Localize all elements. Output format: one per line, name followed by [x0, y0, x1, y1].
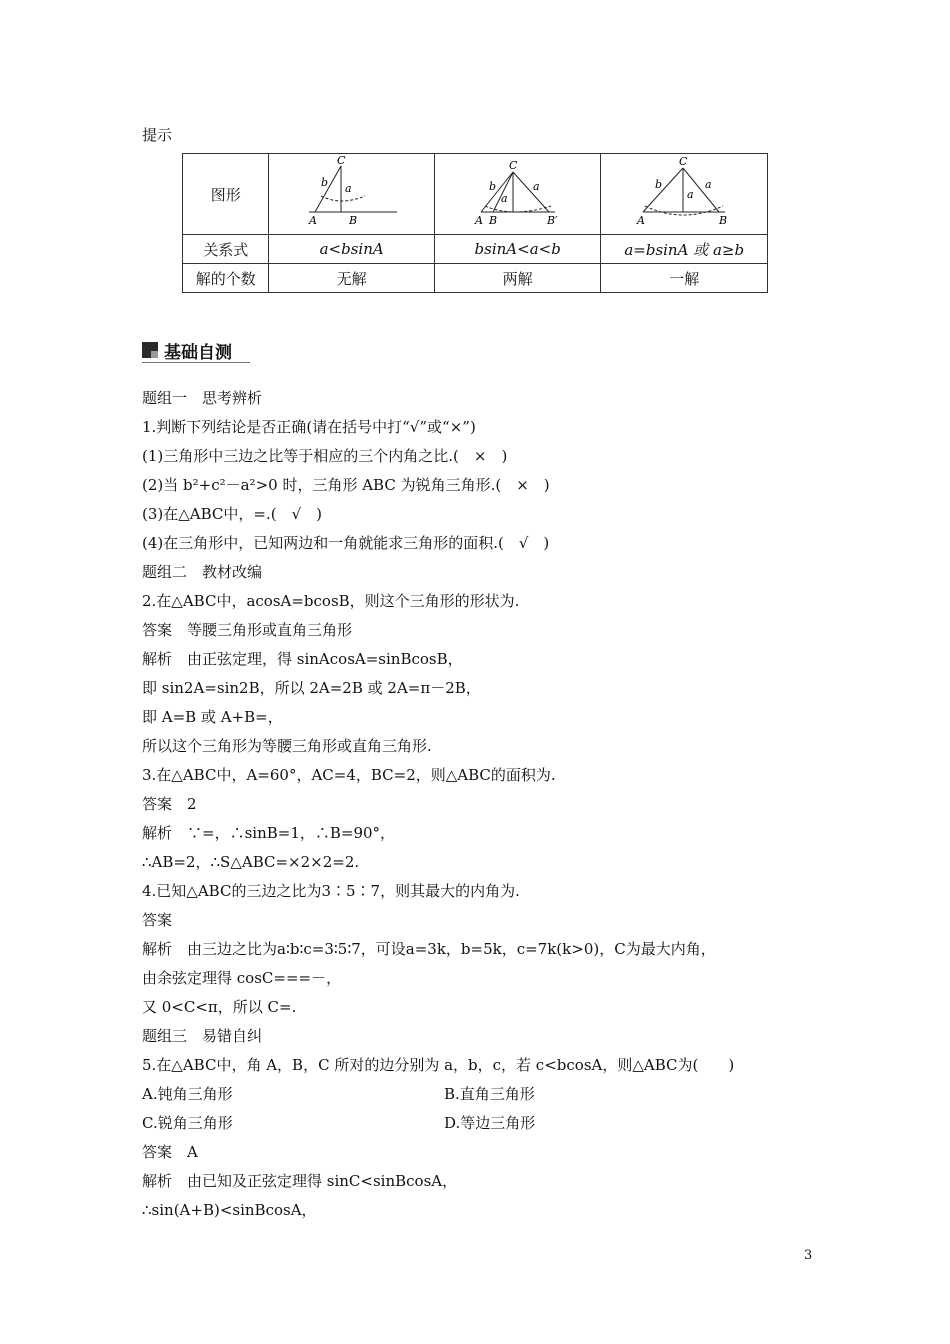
table-row: [183, 264, 768, 293]
text-line: 题组二 教材改编: [142, 563, 263, 581]
triangle-figure-no-solution: [297, 156, 407, 232]
text-line: (1)三角形中三边之比等于相应的三个内角之比.( × ): [142, 447, 508, 465]
vertex-label-b-prime: B′: [546, 214, 558, 227]
text-line: 答案: [142, 911, 173, 929]
side-label-b: b: [655, 178, 663, 191]
text-line: 即 A=B 或 A+B=，: [142, 708, 283, 726]
option-row: [142, 1080, 822, 1109]
side-label-a-prime: a: [532, 180, 540, 193]
option-c: C.锐角三角形: [142, 1114, 233, 1132]
row-header: 解的个数: [183, 264, 269, 293]
triangle-figure-two-solutions: [463, 156, 573, 232]
option-a: A.钝角三角形: [142, 1085, 233, 1103]
text-line: 所以这个三角形为等腰三角形或直角三角形.: [142, 737, 432, 755]
text-line: 题组一 思考辨析: [142, 389, 263, 407]
solution-cell: 两解: [434, 264, 601, 293]
section-square-icon: [142, 342, 158, 358]
figure-cell-one-solution: [601, 154, 768, 235]
vertex-label-c: C: [508, 159, 518, 172]
text-line: 即 sin2A=sin2B，所以 2A=2B 或 2A=π－2B，: [142, 679, 481, 697]
vertex-label-b: B: [348, 214, 357, 227]
relation-cell: a=bsinA 或 a≥b: [601, 235, 768, 264]
text-line: ∴sin(A+B)<sinBcosA，: [142, 1201, 317, 1219]
exercise-content: [142, 384, 822, 1225]
vertex-label-a: A: [637, 214, 646, 227]
figure-cell-two-solutions: [434, 154, 601, 235]
vertex-label-b: B: [719, 214, 728, 227]
text-line: 1.判断下列结论是否正确(请在括号中打“√”或“×”): [142, 418, 476, 436]
text-line: 题组三 易错自纠: [142, 1027, 263, 1045]
vertex-label-b: B: [488, 214, 497, 227]
text-line: 4.已知△ABC的三边之比为3∶5∶7，则其最大的内角为.: [142, 882, 520, 900]
text-line: (2)当 b²+c²－a²>0 时，三角形 ABC 为锐角三角形.( × ): [142, 476, 550, 494]
text-line: 2.在△ABC中，acosA=bcosB，则这个三角形的形状为.: [142, 592, 520, 610]
side-label-a-right: a: [705, 178, 712, 191]
relation-cell: bsinA<a<b: [434, 235, 601, 264]
text-line: 解析 由已知及正弦定理得 sinC<sinBcosA，: [142, 1172, 458, 1190]
vertex-label-a: A: [308, 214, 317, 227]
hint-label: 提示: [142, 126, 173, 144]
row-header: 关系式: [183, 235, 269, 264]
table-row: [183, 154, 768, 235]
page-number: 3: [804, 1248, 813, 1263]
table-row: [183, 235, 768, 264]
text-line: 解析 由正弦定理，得 sinAcosA=sinBcosB，: [142, 650, 463, 668]
row-header: 图形: [183, 154, 269, 235]
text-line: ∴AB=2，∴S△ABC=×2×2=2.: [142, 853, 360, 871]
option-d: D.等边三角形: [444, 1114, 536, 1132]
text-line: 3.在△ABC中，A=60°，AC=4，BC=2，则△ABC的面积为.: [142, 766, 556, 784]
vertex-label-a: A: [474, 214, 483, 227]
option-b: B.直角三角形: [444, 1085, 535, 1103]
text-line: (3)在△ABC中，=.( √ ): [142, 505, 322, 523]
section-underline: [142, 362, 250, 363]
vertex-label-c: C: [336, 156, 346, 167]
solution-cell: 一解: [601, 264, 768, 293]
solutions-table: [182, 153, 768, 293]
text-line: (4)在三角形中，已知两边和一角就能求三角形的面积.( √ ): [142, 534, 550, 552]
option-row: [142, 1109, 822, 1138]
side-label-b: b: [320, 176, 328, 189]
text-line: 由余弦定理得 cosC===－，: [142, 969, 342, 987]
figure-cell-no-solution: [269, 154, 435, 235]
solution-cell: 无解: [269, 264, 435, 293]
side-label-a: a: [500, 192, 508, 205]
triangle-figure-one-solution: [629, 156, 739, 232]
text-line: 5.在△ABC中，角 A，B，C 所对的边分别为 a，b，c，若 c<bcosA，则△ABC为( ): [142, 1056, 735, 1074]
text-line: 又 0<C<π，所以 C=.: [142, 998, 297, 1016]
side-label-a: a: [344, 182, 352, 195]
side-label-a: a: [687, 188, 694, 201]
section-title: 基础自测: [164, 342, 232, 363]
text-line: 答案 A: [142, 1143, 198, 1161]
section-header: [142, 337, 232, 363]
side-label-b: b: [488, 180, 496, 193]
relation-cell: a<bsinA: [269, 235, 435, 264]
text-line: 答案 2: [142, 795, 197, 813]
text-line: 解析 ∵=，∴sinB=1，∴B=90°，: [142, 824, 396, 842]
text-line: 答案 等腰三角形或直角三角形: [142, 621, 353, 639]
vertex-label-c: C: [679, 156, 688, 168]
text-line: 解析 由三边之比为a∶b∶c=3∶5∶7，可设a=3k，b=5k，c=7k(k>0)，C为最大内角，: [142, 940, 716, 958]
